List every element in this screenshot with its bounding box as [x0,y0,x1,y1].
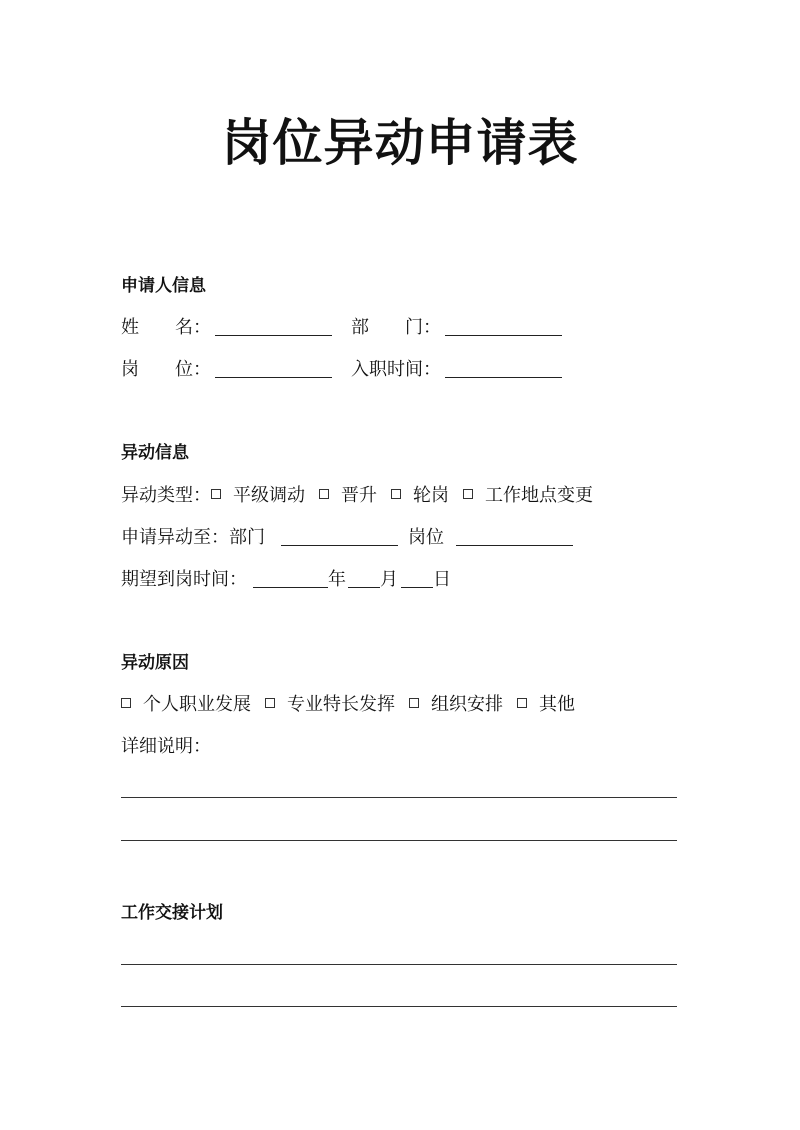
change-type-option[interactable] [463,485,593,506]
change-type-option-label: 晋升 [341,485,377,506]
change-type-option[interactable] [319,485,377,506]
month-label: 月 [380,569,398,590]
change-type-option[interactable] [211,485,305,506]
date-row [121,567,521,593]
hire-date-label: 入职时间： [351,359,441,380]
change-type-option-label: 轮岗 [413,485,449,506]
reason-option-label: 专业特长发挥 [287,694,395,715]
date-label: 期望到岗时间： [121,569,247,590]
applicant-row-1 [121,315,681,341]
target-dept-field[interactable] [281,527,398,546]
dept-field[interactable] [445,317,562,336]
detail-line-2[interactable] [121,840,677,841]
dept-label: 部 门： [351,317,441,338]
year-field[interactable] [253,569,328,588]
month-field[interactable] [348,569,380,588]
detail-label: 详细说明： [121,736,211,757]
checkbox-icon[interactable] [517,698,527,708]
form-title: 岗位异动申请表 [221,114,579,172]
position-field[interactable] [215,359,332,378]
change-type-option-label: 工作地点变更 [485,485,593,506]
handover-line-1[interactable] [121,964,677,965]
handover-heading: 工作交接计划 [121,903,223,923]
reason-option[interactable] [517,694,575,715]
year-label: 年 [328,569,346,590]
change-type-option-label: 平级调动 [233,485,305,506]
checkbox-icon[interactable] [121,698,131,708]
checkbox-icon[interactable] [319,489,329,499]
name-field[interactable] [215,317,332,336]
change-type-row [121,483,607,509]
reason-option-label: 个人职业发展 [143,694,251,715]
change-type-label: 异动类型： [121,485,211,506]
change-heading: 异动信息 [121,443,189,463]
position-label: 岗 位： [121,359,211,380]
target-row [121,525,681,551]
checkbox-icon[interactable] [409,698,419,708]
applicant-heading: 申请人信息 [121,276,206,296]
reason-option-label: 其他 [539,694,575,715]
hire-date-field[interactable] [445,359,562,378]
target-dept-label: 申请异动至：部门 [121,527,265,548]
change-type-option[interactable] [391,485,449,506]
reason-options-row [121,692,589,718]
applicant-row-2 [121,357,681,383]
reason-option[interactable] [409,694,503,715]
name-label: 姓 名： [121,317,211,338]
checkbox-icon[interactable] [211,489,221,499]
detail-line-1[interactable] [121,797,677,798]
target-position-field[interactable] [456,527,573,546]
target-position-label: 岗位 [408,527,444,548]
checkbox-icon[interactable] [463,489,473,499]
checkbox-icon[interactable] [391,489,401,499]
reason-option[interactable] [265,694,395,715]
day-field[interactable] [401,569,433,588]
reason-heading: 异动原因 [121,653,189,673]
day-label: 日 [433,569,451,590]
reason-option[interactable] [121,694,251,715]
handover-line-2[interactable] [121,1006,677,1007]
checkbox-icon[interactable] [265,698,275,708]
reason-option-label: 组织安排 [431,694,503,715]
